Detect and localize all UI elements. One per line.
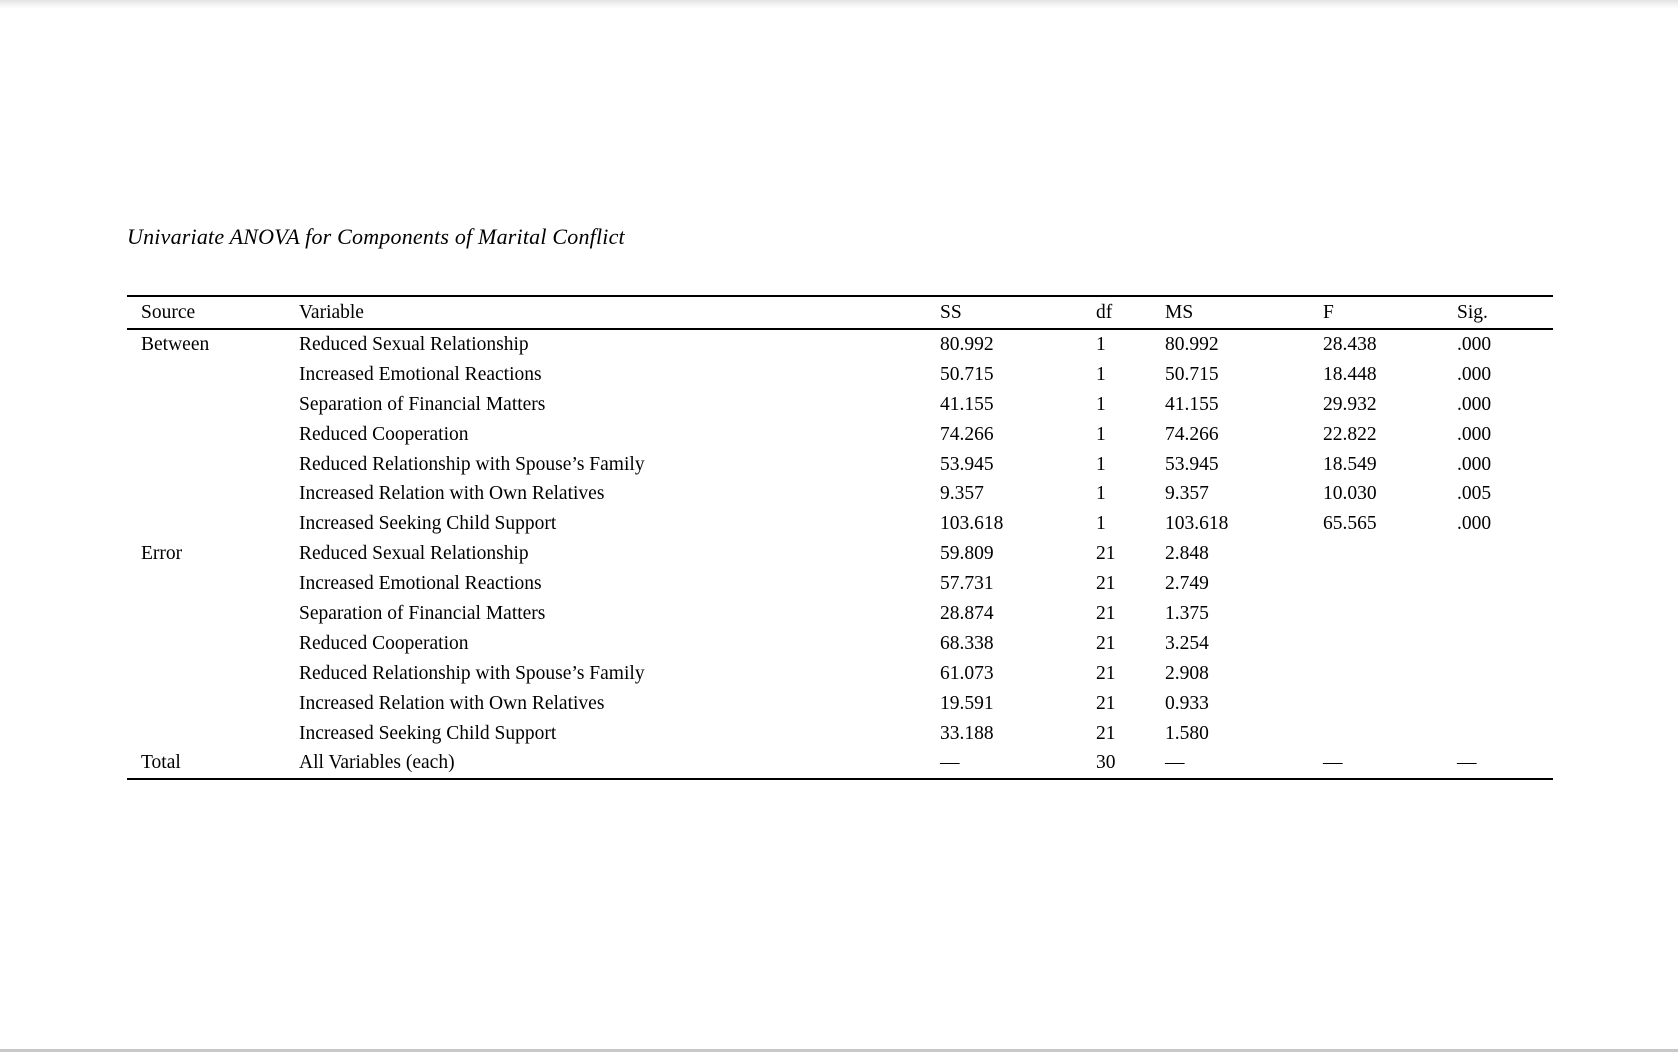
cell-sig: .000 [1457,423,1492,445]
cell-ss: — [940,752,960,774]
cell-ss: 103.618 [940,513,1004,535]
cell-sig: .000 [1457,513,1492,535]
cell-variable: Reduced Sexual Relationship [299,333,529,355]
cell-df: 1 [1096,483,1106,505]
cell-ss: 53.945 [940,453,994,475]
cell-df: 1 [1096,513,1106,535]
cell-variable: Reduced Cooperation [299,632,469,654]
cell-sig: .000 [1457,393,1492,415]
cell-f: 18.549 [1323,453,1377,475]
cell-sig: .000 [1457,333,1492,355]
cell-df: 21 [1096,722,1116,744]
table-row [127,689,1553,719]
cell-source: Error [141,543,183,565]
cell-df: 21 [1096,692,1116,714]
cell-variable: Separation of Financial Matters [299,393,546,415]
header-cell-ss: SS [940,301,962,323]
table-row [127,569,1553,599]
table-body [127,330,1553,778]
table-row [127,719,1553,749]
table-row [127,659,1553,689]
table-row [127,748,1553,778]
cell-ss: 50.715 [940,363,994,385]
cell-source: Between [141,333,210,355]
cell-f: 22.822 [1323,423,1377,445]
cell-variable: All Variables (each) [299,752,455,774]
table-row [127,539,1553,569]
header-cell-ms: MS [1165,301,1194,323]
cell-variable: Increased Seeking Child Support [299,722,557,744]
window-top-edge [0,0,1678,9]
cell-f: 10.030 [1323,483,1377,505]
cell-ss: 74.266 [940,423,994,445]
table-row [127,390,1553,420]
cell-sig: .000 [1457,453,1492,475]
table-row [127,420,1553,450]
cell-variable: Reduced Relationship with Spouse’s Family [299,662,645,684]
cell-df: 21 [1096,662,1116,684]
table-row [127,360,1553,390]
cell-df: 21 [1096,632,1116,654]
cell-ms: — [1165,752,1185,774]
table-row [127,330,1553,360]
table-row [127,599,1553,629]
cell-variable: Increased Seeking Child Support [299,513,557,535]
cell-ss: 9.357 [940,483,984,505]
cell-sig: .000 [1457,363,1492,385]
cell-f: 29.932 [1323,393,1377,415]
cell-ms: 9.357 [1165,483,1209,505]
cell-df: 1 [1096,393,1106,415]
table-row [127,629,1553,659]
cell-ms: 3.254 [1165,632,1209,654]
table-row [127,450,1553,480]
cell-sig: .005 [1457,483,1492,505]
cell-ms: 74.266 [1165,423,1219,445]
header-cell-sig: Sig. [1457,301,1488,323]
cell-variable: Increased Relation with Own Relatives [299,483,605,505]
cell-df: 1 [1096,423,1106,445]
cell-ms: 80.992 [1165,333,1219,355]
cell-df: 21 [1096,602,1116,624]
cell-df: 21 [1096,573,1116,595]
anova-table [127,295,1553,780]
header-cell-source: Source [141,301,196,323]
header-cell-variable: Variable [299,301,364,323]
cell-df: 1 [1096,333,1106,355]
cell-f: 18.448 [1323,363,1377,385]
cell-ms: 0.933 [1165,692,1209,714]
cell-ms: 2.908 [1165,662,1209,684]
header-cell-df: df [1096,301,1113,323]
cell-f: 28.438 [1323,333,1377,355]
cell-source: Total [141,752,181,774]
cell-ms: 2.848 [1165,543,1209,565]
page-title: Univariate ANOVA for Components of Marital Conflict [127,224,625,249]
cell-ms: 41.155 [1165,393,1219,415]
cell-ss: 19.591 [940,692,994,714]
header-cell-f: F [1323,301,1334,323]
cell-df: 1 [1096,363,1106,385]
cell-f: — [1323,752,1343,774]
cell-ss: 33.188 [940,722,994,744]
cell-variable: Reduced Cooperation [299,423,469,445]
cell-df: 1 [1096,453,1106,475]
cell-variable: Increased Relation with Own Relatives [299,692,605,714]
cell-ss: 80.992 [940,333,994,355]
cell-ms: 1.580 [1165,722,1209,744]
cell-ms: 1.375 [1165,602,1209,624]
cell-ss: 28.874 [940,602,994,624]
cell-ss: 41.155 [940,393,994,415]
cell-ss: 57.731 [940,573,994,595]
table-row [127,479,1553,509]
cell-sig: — [1457,752,1477,774]
cell-variable: Separation of Financial Matters [299,602,546,624]
cell-variable: Increased Emotional Reactions [299,573,542,595]
cell-ms: 50.715 [1165,363,1219,385]
table-row [127,509,1553,539]
cell-ss: 61.073 [940,662,994,684]
cell-ms: 53.945 [1165,453,1219,475]
cell-df: 21 [1096,543,1116,565]
cell-ss: 59.809 [940,543,994,565]
cell-ss: 68.338 [940,632,994,654]
cell-ms: 2.749 [1165,573,1209,595]
cell-f: 65.565 [1323,513,1377,535]
cell-ms: 103.618 [1165,513,1229,535]
cell-df: 30 [1096,752,1116,774]
cell-variable: Reduced Relationship with Spouse’s Family [299,453,645,475]
table-header-row [127,297,1553,330]
cell-variable: Reduced Sexual Relationship [299,543,529,565]
cell-variable: Increased Emotional Reactions [299,363,542,385]
